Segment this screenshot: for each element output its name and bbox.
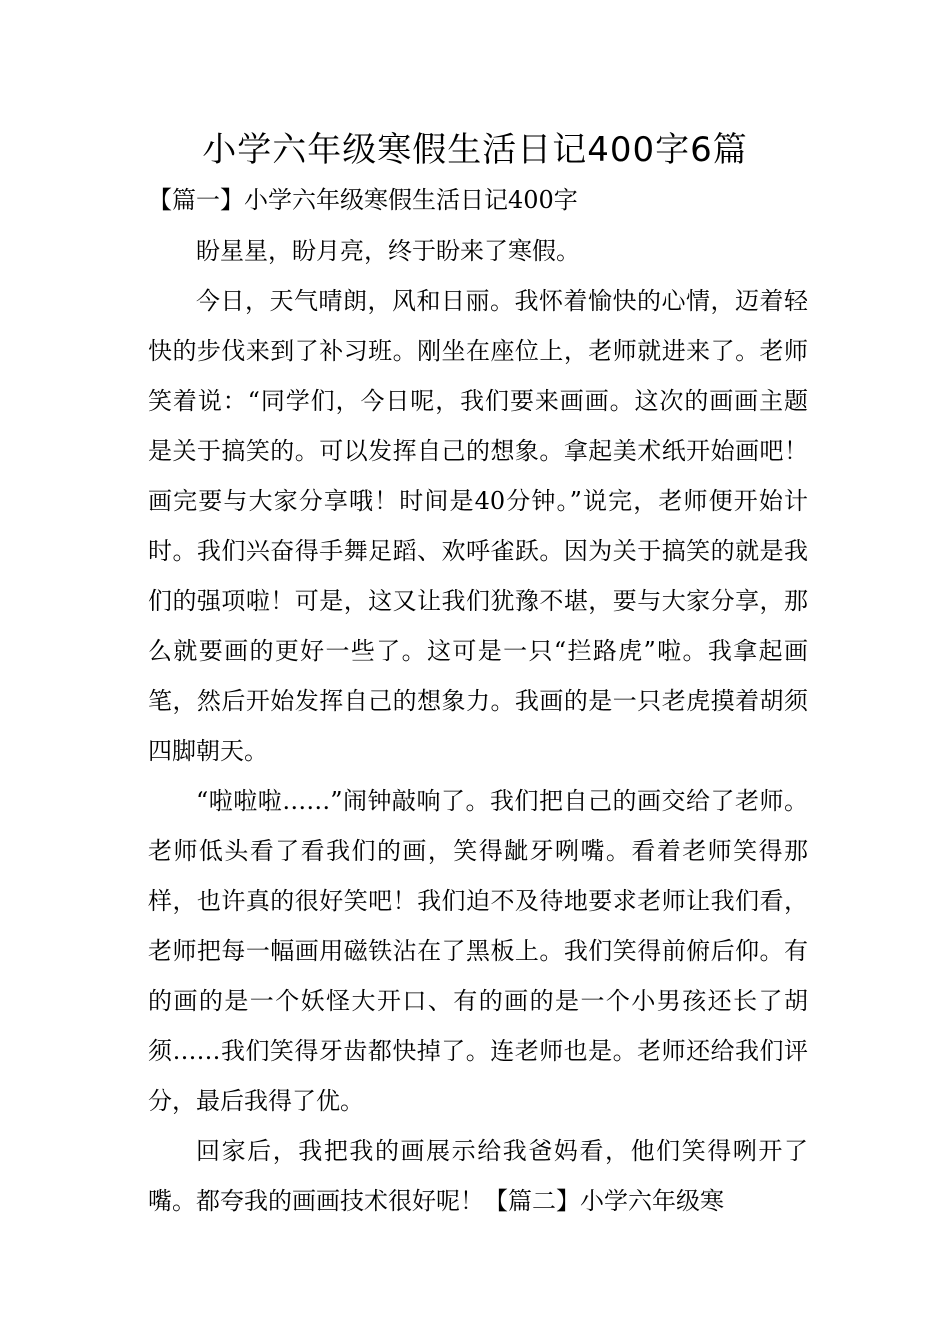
paragraph-3: “啦啦啦……”闹钟敲响了。我们把自己的画交给了老师。老师低头看了看我们的画，笑得龇牙咧嘴。看着老师笑得那样，也许真的很好笑吧！我们迫不及待地要求老师让我们看，老师把每一幅画用磁铁沾在了黑板上。我们笑得前俯后仰。有的画的是一个妖怪大开口、有的画的是一个小男孩还长了胡须……我们笑得牙齿都快掉了。连老师也是。老师还给我们评分，最后我得了优。 xyxy=(148,787,808,1115)
document-body xyxy=(148,226,808,1226)
paragraph-1: 盼星星，盼月亮，终于盼来了寒假。 xyxy=(196,237,580,265)
document-title: 小学六年级寒假生活日记400字6篇 xyxy=(202,130,748,170)
paragraph-2: 今日，天气晴朗，风和日丽。我怀着愉快的心情，迈着轻快的步伐来到了补习班。刚坐在座位上，老师就进来了。老师笑着说：“同学们，今日呢，我们要来画画。这次的画画主题是关于搞笑的。可以发挥自己的想象。拿起美术纸开始画吧！画完要与大家分享哦！时间是40分钟。”说完，老师便开始计时。我们兴奋得手舞足蹈、欢呼雀跃。因为关于搞笑的就是我们的强项啦！可是，这又让我们犹豫不堪，要与大家分享，那么就要画的更好一些了。这可是一只“拦路虎”啦。我拿起画笔，然后开始发挥自己的想象力。我画的是一只老虎摸着胡须四脚朝天。 xyxy=(148,287,808,765)
paragraph-4: 回家后，我把我的画展示给我爸妈看，他们笑得咧开了嘴。都夸我的画画技术很好呢！【篇二】小学六年级寒 xyxy=(148,1137,808,1215)
section-heading: 【篇一】小学六年级寒假生活日记400字 xyxy=(148,186,578,214)
